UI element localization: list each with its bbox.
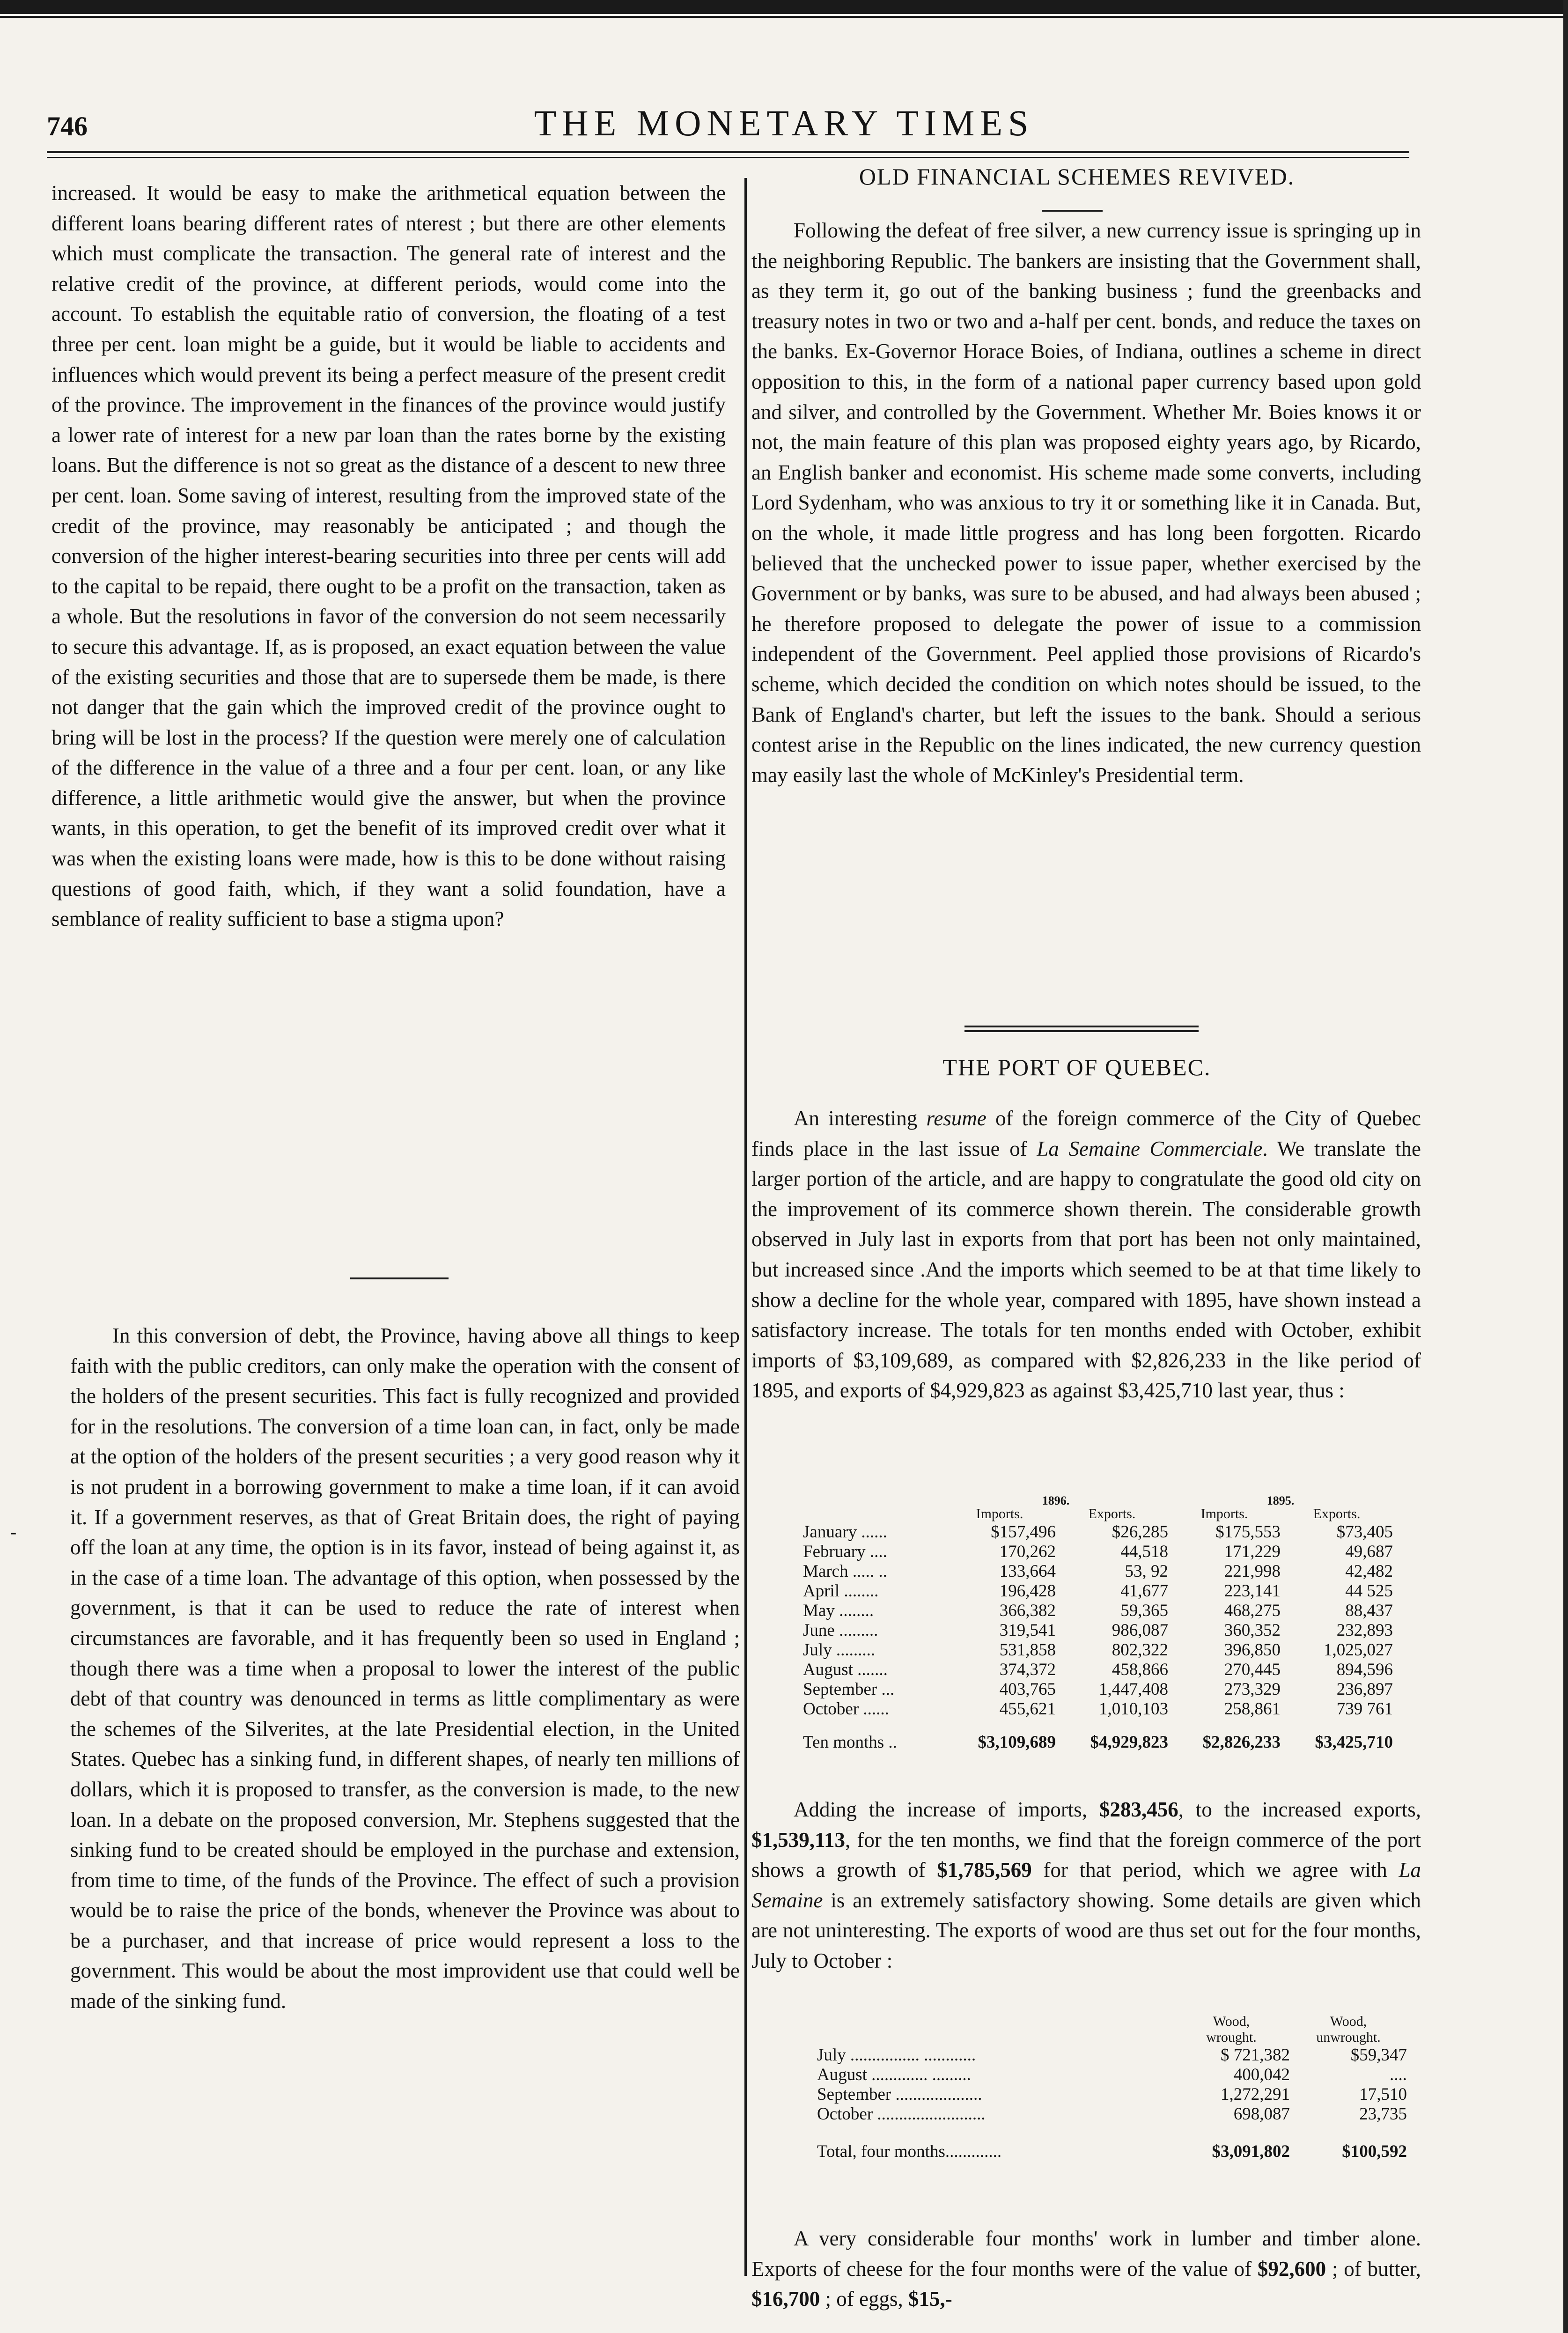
value-cell: 223,141 (1224, 1581, 1281, 1601)
value-cell: $175,553 (1215, 1522, 1281, 1542)
value-cell: 1,010,103 (1099, 1699, 1168, 1719)
value-cell: 360,352 (1224, 1621, 1281, 1640)
value-cell: 458,866 (1112, 1660, 1168, 1679)
section-separator (350, 1277, 449, 1279)
top-border-rule (0, 0, 1568, 14)
value-cell: 366,382 (999, 1601, 1056, 1620)
value-cell: $59,347 (1350, 2045, 1407, 2065)
value-cell: 196,428 (999, 1581, 1056, 1601)
value-cell: 258,861 (1224, 1699, 1281, 1719)
month-cell: January ...... (803, 1522, 887, 1542)
total-cell: $3,425,710 (1315, 1733, 1393, 1752)
table-total-row (817, 2124, 1407, 2162)
month-cell: August ....... (803, 1660, 888, 1679)
value-cell: 319,541 (999, 1621, 1056, 1640)
year-header-1896: 1896. (1042, 1494, 1070, 1507)
value-cell: 374,372 (999, 1660, 1056, 1679)
port-of-quebec-growth (751, 1794, 1421, 1976)
value-cell: 23,735 (1359, 2104, 1407, 2124)
month-cell: July ......... (803, 1640, 876, 1660)
paragraph: A very considerable four months' work in lumber and timber alone. Exports of cheese for the four months were of the value of $92,600 ; of butter, $16,700 ; of eggs, $15,- (751, 2227, 1421, 2311)
paragraph: Following the defeat of free silver, a new currency issue is springing up in the neighboring Republic. The bankers are insisting that the Government shall, as they term it, go out of the banking business ; fund the greenbacks and treasury notes in two or two and a-half per cent. bonds, and reduce the taxes on the banks. Ex-Governor Horace Boies, of Indiana, outlines a scheme in direct opposition to this, in the form of a national paper currency based upon gold and silver, and controlled by the Government. Whether Mr. Boies knows it or not, the main feature of this plan was proposed eighty years ago, by Ricardo, an English banker and economist. His scheme made some converts, including Lord Sydenham, who was anxious to try it or something like it in Canada. But, on the whole, it made little progress and has long been forgotten. Ricardo believed that the unchecked power to issue paper, whether exercised by the Government or by banks, was sure to be abused, and had always been abused ; he therefore proposed to delegate the power of issue to a commission independent of the Government. Peel applied those provisions of Ricardo's scheme, which decided the condition on which notes should be issued, to the Bank of England's charter, but left the issues to the bank. Should a serious contest arise in the Republic on the lines indicated, the new currency question may easily last the whole of McKinley's Presidential term. (751, 219, 1421, 787)
month-cell: February .... (803, 1542, 887, 1561)
table-total-row (803, 1719, 1393, 1754)
article-title-port-of-quebec: THE PORT OF QUEBEC. (942, 1054, 1211, 1080)
value-cell: $26,285 (1112, 1522, 1168, 1542)
paragraph: increased. It would be easy to make the arithmetical equation between the different loans bearing different rates of nterest ; but there are other elements which must complicate the transaction. The general rate of interest and the relative credit of the province, at different periods, would come into the account. To establish the equitable ratio of conversion, the floating of a test three per cent. loan might be a guide, but it would be liable to accidents and influences which would prevent its being a perfect measure of the present credit of the province. The improvement in the finances of the province would justify a lower rate of interest for a new par loan than the rates borne by the existing loans. But the difference is not so great as the distance of a descent to new three per cent. loan. Some saving of interest, resulting from the improved state of the credit of the province, may reasonably be anticipated ; and though the conversion of the higher interest-bearing securities into three per cents will add to the capital to be repaid, there ought to be a profit on the transaction, taken as a whole. But the resolutions in favor of the conversion do not seem necessarily to secure this advantage. If, as is proposed, an exact equation between the value of the existing securities and those that are to supersede them be made, is there not danger that the gain which the improved credit of the province ought to bring will be lost in the process? If the question were merely one of calculation of the difference in the value of a three and a four per cent. loan, or any like difference, a little arithmetic would give the answer, but when the province wants, in this operation, to get the benefit of its improved credit over what it was when the existing loans were made, how is this to be done without raising questions of good faith, which, if they want a solid foundation, have a semblance of reality sufficient to base a stigma upon? (52, 181, 726, 931)
value-cell: $157,496 (991, 1522, 1056, 1542)
value-cell: 894,596 (1336, 1660, 1393, 1679)
paragraph: In this conversion of debt, the Province, having above all things to keep faith with the public creditors, can only make the operation with the consent of the holders of the present securities. This fact is fully recognized and provided for in the resolutions. The conversion of a time loan can, in fact, only be made at the option of the holders of the present securities ; a very good reason why it is not prudent in a borrowing government to make a time loan, if it can avoid it. If a government reserves, as that of Great Britain does, the right of paying off the loan at any time, the option is in its favor, instead of being against it, as in the case of a time loan. The advantage of this option, when possessed by the government, is that it can be used to reduce the rate of interest when circumstances are favorable, and it has frequently been so used in England ; though there was a time when a proposal to lower the interest of the public debt of that country was denounced in terms as little complimentary as were the schemes of the Silverites, at the late Presidential election, in the United States. Quebec has a sinking fund, in different shapes, of nearly ten millions of dollars, which it is proposed to transfer, as the conversion is made, to the new loan. In a debate on the proposed conversion, Mr. Stephens suggested that the sinking fund to be created should be employed in the purchase and extension, from time to time, of the funds of the Province. The effect of such a provision would be to raise the price of the bonds, whenever the Province was about to be a purchaser, and that increase of price would represent a loss to the government. This would be about the most improvident use that could well be made of the sinking fund. (70, 1324, 740, 2013)
total-cell: $4,929,823 (1090, 1733, 1168, 1752)
value-cell: 42,482 (1345, 1562, 1393, 1581)
total-cell: $3,091,802 (1212, 2142, 1290, 2161)
value-cell: 221,998 (1224, 1562, 1281, 1581)
table-row (803, 1680, 1393, 1699)
article-title-financial-schemes: OLD FINANCIAL SCHEMES REVIVED. (859, 163, 1295, 190)
table-row (803, 1621, 1393, 1640)
value-cell: 468,275 (1224, 1601, 1281, 1620)
total-label: Ten months .. (803, 1733, 897, 1752)
column-header: Exports. (1088, 1506, 1136, 1521)
table-row (803, 1542, 1393, 1562)
value-cell: 400,042 (1233, 2065, 1290, 2084)
column-header: Wood, wrought. (1206, 2014, 1257, 2045)
paragraph: Adding the increase of imports, $283,456, to the increased exports, $1,539,113, for the ten months, we find that the foreign commerce of the port shows a growth of $1,785,569 for that period, which we agree with La Semaine is an extremely satisfactory showing. Some details are given which are not uninteresting. The exports of wood are thus set out for the four months, July to October : (751, 1798, 1421, 1972)
article-separator (964, 1026, 1199, 1032)
table-row (803, 1699, 1393, 1719)
value-cell: 270,445 (1224, 1660, 1281, 1679)
month-cell: August ............. ......... (817, 2065, 971, 2084)
table-row (817, 2085, 1407, 2104)
total-cell: $3,109,689 (978, 1733, 1056, 1752)
port-of-quebec-intro (751, 1103, 1421, 1406)
value-cell: 171,229 (1224, 1542, 1281, 1561)
value-cell: 88,437 (1345, 1601, 1393, 1620)
value-cell: 17,510 (1359, 2085, 1407, 2104)
value-cell: .... (1390, 2065, 1407, 2084)
value-cell: 59,365 (1120, 1601, 1168, 1620)
table-row (817, 2045, 1407, 2065)
table-row (803, 1640, 1393, 1660)
masthead-rule-thin (47, 157, 1409, 158)
value-cell: 396,850 (1224, 1640, 1281, 1660)
right-page-edge (1563, 0, 1568, 2333)
value-cell: 44 525 (1345, 1581, 1393, 1601)
month-cell: March ..... .. (803, 1562, 887, 1581)
value-cell: 133,664 (999, 1562, 1056, 1581)
value-cell: 403,765 (999, 1680, 1056, 1699)
table-row (803, 1660, 1393, 1680)
table-row (803, 1522, 1393, 1542)
value-cell: 170,262 (999, 1542, 1056, 1561)
value-cell: $73,405 (1336, 1522, 1393, 1542)
imports-exports-table (803, 1496, 1393, 1754)
value-cell: 1,272,291 (1221, 2085, 1290, 2104)
value-cell: 1,447,408 (1099, 1680, 1168, 1699)
month-cell: September .................... (817, 2085, 982, 2104)
margin-mark: - (10, 1522, 17, 1543)
total-cell: $100,592 (1342, 2142, 1407, 2161)
column-header: Wood, unwrought. (1316, 2014, 1381, 2045)
month-cell: April ........ (803, 1581, 879, 1601)
value-cell: 41,677 (1120, 1581, 1168, 1601)
conversion-article-part2 (70, 1321, 740, 2016)
value-cell: 273,329 (1224, 1680, 1281, 1699)
value-cell: 53, 92 (1125, 1562, 1168, 1581)
month-cell: October ...... (803, 1699, 889, 1719)
value-cell: 531,858 (999, 1640, 1056, 1660)
value-cell: 986,087 (1112, 1621, 1168, 1640)
table-row (803, 1562, 1393, 1581)
port-of-quebec-closing (751, 2223, 1421, 2314)
top-border-rule-thin (0, 16, 1568, 18)
value-cell: 455,621 (999, 1699, 1056, 1719)
year-header-1895: 1895. (1266, 1494, 1295, 1507)
value-cell: 802,322 (1112, 1640, 1168, 1660)
value-cell: 232,893 (1336, 1621, 1393, 1640)
title-underline (1042, 210, 1103, 212)
value-cell: 49,687 (1345, 1542, 1393, 1561)
wood-exports-table (817, 2014, 1407, 2162)
table-row (817, 2104, 1407, 2124)
value-cell: 1,025,027 (1324, 1640, 1393, 1660)
value-cell: 44,518 (1120, 1542, 1168, 1561)
masthead-title: THE MONETARY TIMES (534, 103, 1034, 143)
table-row (803, 1581, 1393, 1601)
value-cell: 739 761 (1336, 1699, 1393, 1719)
month-cell: June ......... (803, 1621, 878, 1640)
conversion-article-part1 (52, 178, 726, 934)
value-cell: $ 721,382 (1221, 2045, 1290, 2065)
page-number: 746 (47, 111, 88, 141)
month-cell: October ......................... (817, 2104, 986, 2124)
masthead-rule (47, 151, 1409, 153)
total-cell: $2,826,233 (1202, 1733, 1281, 1752)
month-cell: September ... (803, 1680, 895, 1699)
column-divider (744, 178, 747, 2276)
month-cell: July ................ ............ (817, 2045, 976, 2065)
month-cell: May ........ (803, 1601, 874, 1620)
column-header: Imports. (976, 1506, 1023, 1521)
paragraph: An interesting resume of the foreign commerce of the City of Quebec finds place in the last issue of La Semaine Commerciale. We translate the larger portion of the article, and are happy to congratulate the good old city on the improvement of its commerce shown therein. The considerable growth observed in July last in exports from that port has been not only maintained, but increased since .And the imports which seemed to be at that time likely to show a decline for the whole year, compared with 1895, have shown instead a satisfactory increase. The totals for ten months ended with October, exhibit imports of $3,109,689, as compared with $2,826,233 in the like period of 1895, and exports of $4,929,823 as against $3,425,710 last year, thus : (751, 1107, 1421, 1403)
column-header: Exports. (1313, 1506, 1361, 1521)
value-cell: 236,897 (1336, 1680, 1393, 1699)
value-cell: 698,087 (1233, 2104, 1290, 2124)
financial-schemes-body (751, 215, 1421, 790)
table-row (817, 2065, 1407, 2085)
total-label: Total, four months............. (817, 2142, 1002, 2161)
table-row (803, 1601, 1393, 1621)
column-header: Imports. (1200, 1506, 1248, 1521)
